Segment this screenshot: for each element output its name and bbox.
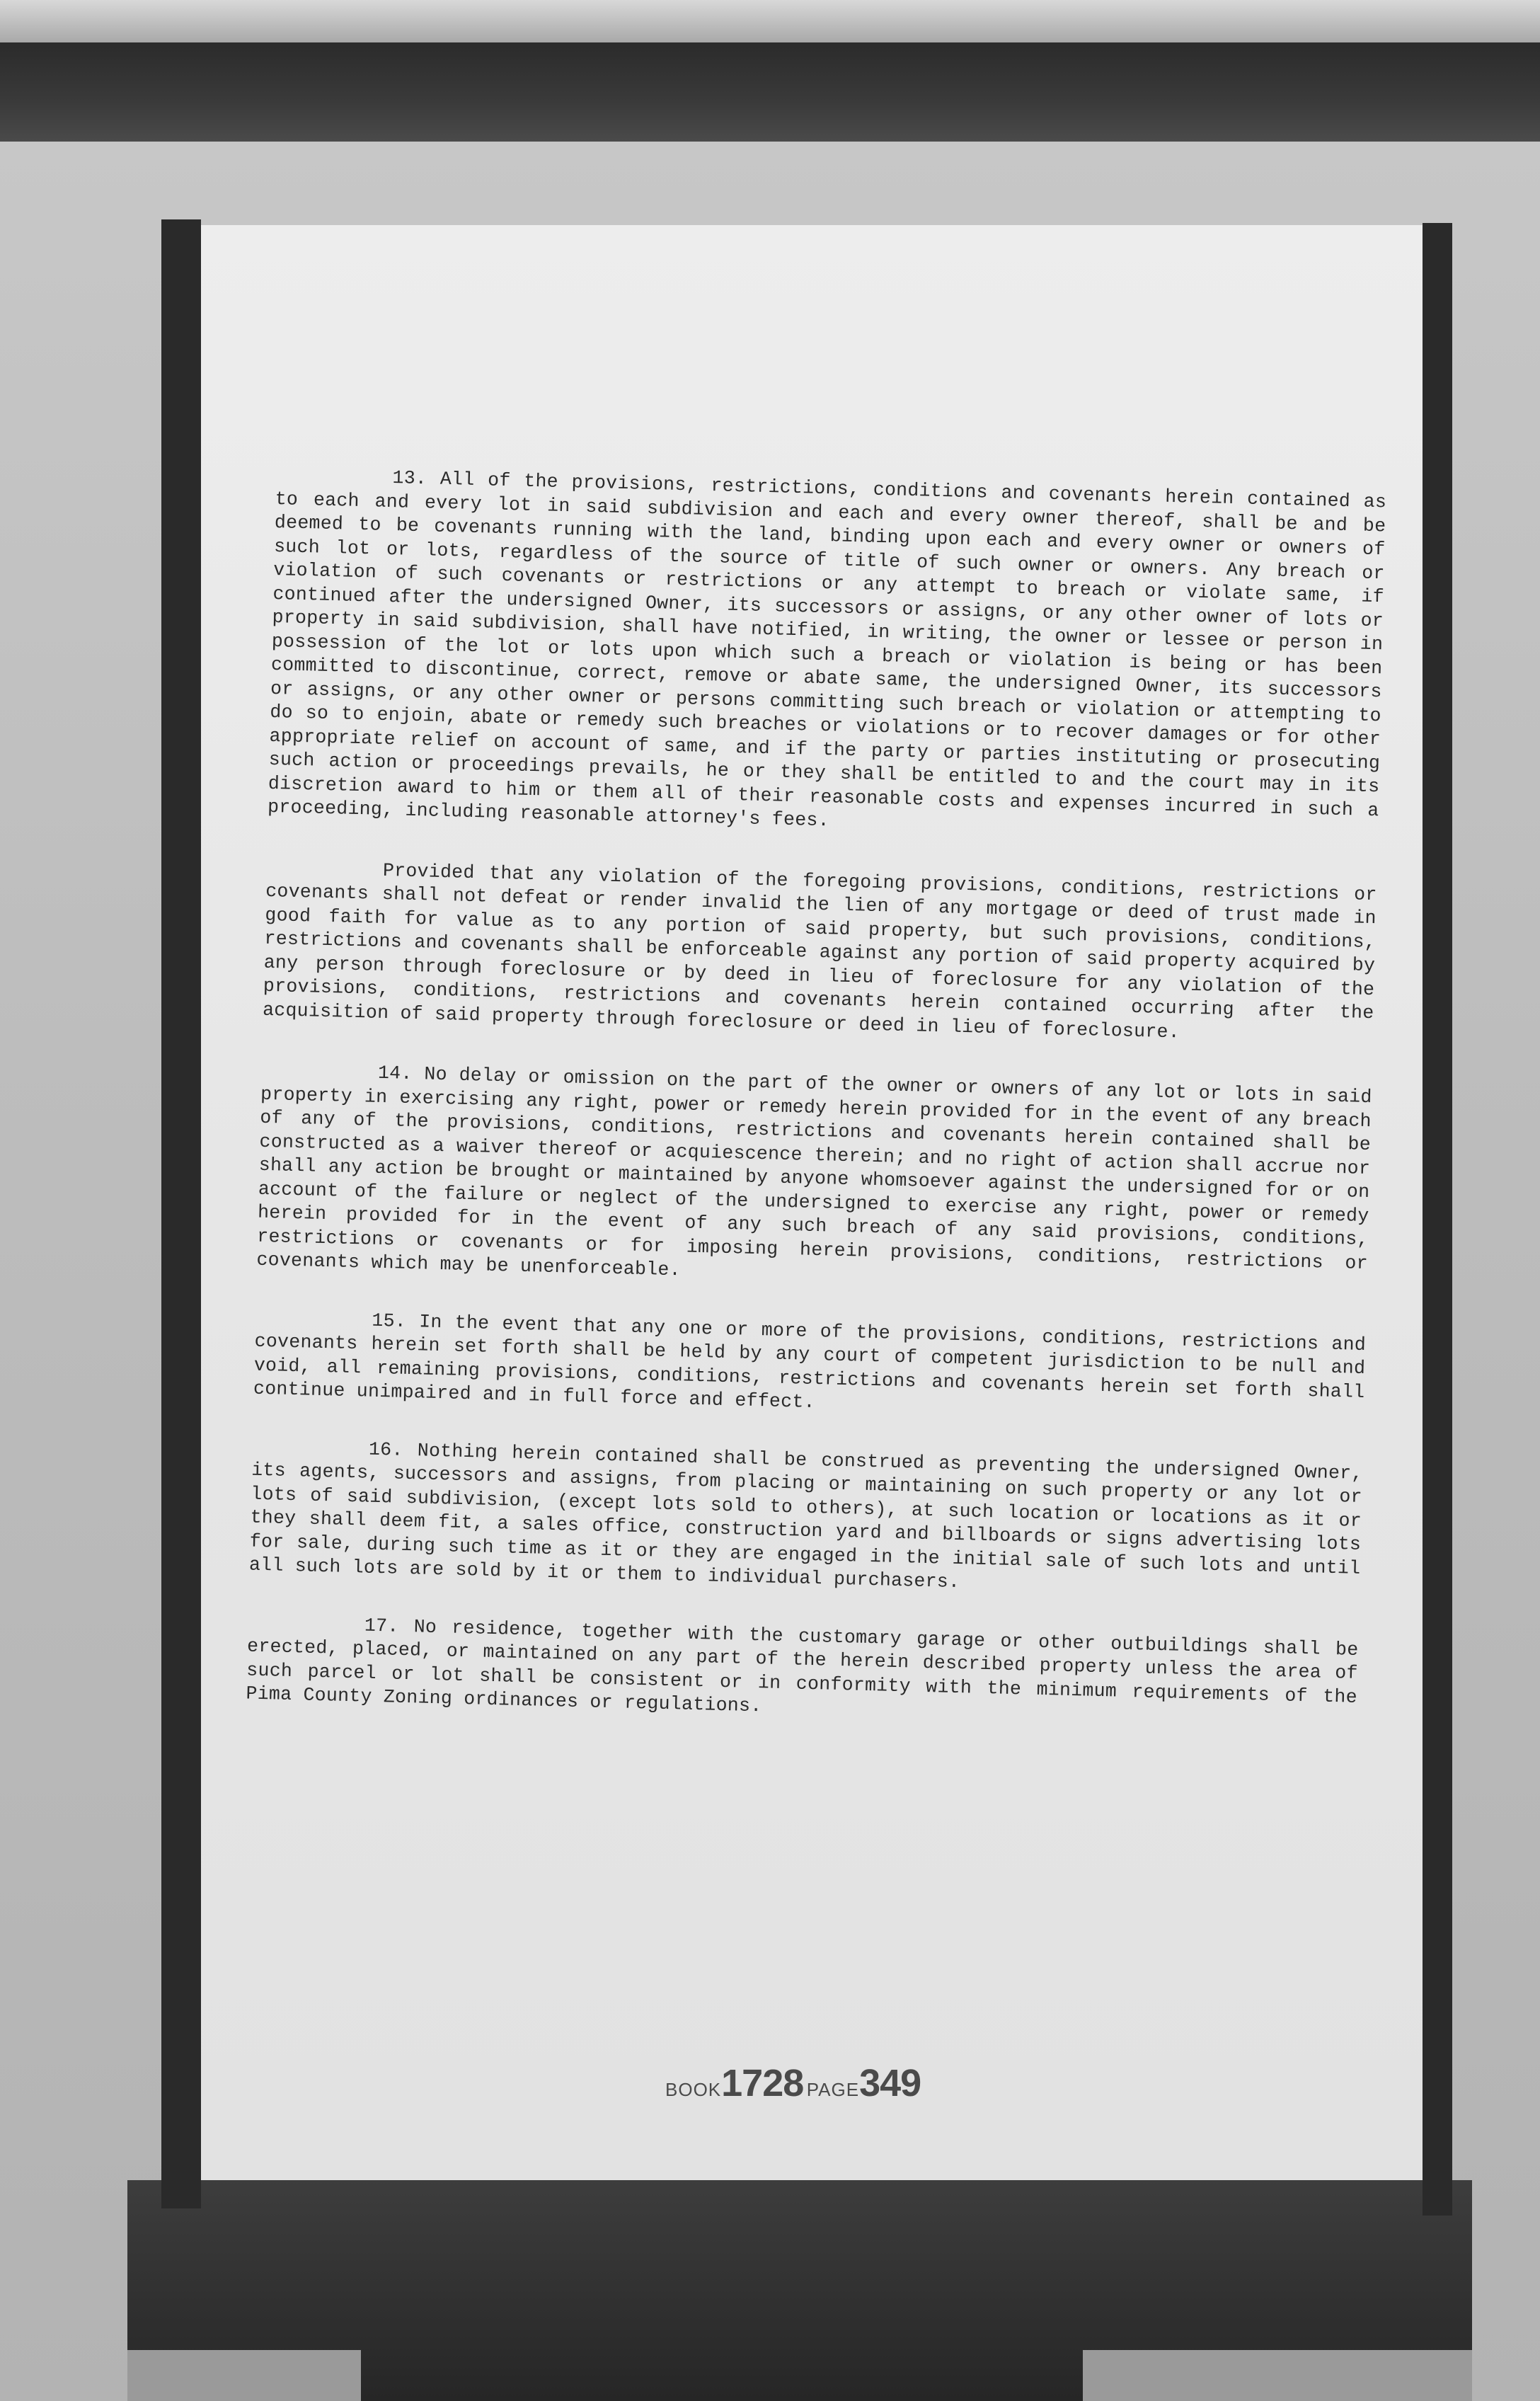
film-top-band [0, 42, 1540, 142]
scan-top-edge [0, 0, 1540, 42]
film-bottom-gap-left [127, 2350, 361, 2401]
page-label: PAGE [806, 2079, 860, 2100]
paragraph-14: 14. No delay or omission on the part of the owner or owners of any lot or lots in said property in exercising any right, power or remedy herein provided for in the event of any breach of any of the provisions, conditions, restrictions and covenants herein contained shall be constructed as a waiver thereof or acquiescence therein; and no right of action shall accrue nor shall any action be brought or maintained by anyone whomsoever against the undersigned for or on account of the failure or neglect of the undersigned to exercise any right, power or remedy herein provided for in the event of any such breach of any said provisions, conditions, restrictions or covenants or for imposing herein provisions, conditions, restrictions or covenants which may be unenforceable. [256, 1062, 1372, 1281]
paragraph-17: 17. No residence, together with the customary garage or other outbuildings shall be erected, placed, or maintained on any part of the herein described property unless the area of such parcel or lot shall be consistent or in conformity with the minimum requirements of the Pima County Zoning ordinances or regulations. [246, 1615, 1359, 1717]
frame-right-border [1423, 223, 1452, 2216]
paragraph-15: 15. In the event that any one or more of the provisions, conditions, restrictions and covenants herein set forth shall be held by any court of competent jurisdiction to be null and void, all remaining provisions, conditions, restrictions and covenants herein set forth shall continue unimpaired and in full force and effect. [253, 1310, 1367, 1414]
page-number: 349 [859, 2062, 921, 2104]
book-number: 1728 [721, 2062, 804, 2104]
document-body [246, 464, 1386, 1733]
paragraph-13: 13. All of the provisions, restrictions, conditions and covenants herein contained as to each and every lot in said subdivision and each and every owner thereof, shall be and be deemed to be covenants running with the land, binding upon each and every owner or owners of such lot or lots, regardless of the source of title of such owner or owners. Any breach or violation of such covenants or restrictions or any attempt to breach or violate same, if continued after the undersigned Owner, its successors or assigns, or any other owner of lots or property in said subdivision, shall have notified, in writing, the owner or lessee or person in possession of the lot or lots upon which such a breach or violation is being or has been committed to discontinue, correct, remove or abate same, the undersigned Owner, its successors or assigns, or any other owner or persons committing such breach or violation or attempting to do so to enjoin, abate or remedy such breaches or violations or to recover damages or for other appropriate relief on account of same, and if the party or parties instituting or prosecuting such action or proceedings prevails, he or they shall be entitled to and the court may in its discretion award to him or them all of their reasonable costs and expenses incurred in such a proceeding, including reasonable attorney's fees. [267, 467, 1387, 832]
frame-left-border [161, 219, 201, 2208]
book-label: BOOK [665, 2079, 722, 2100]
book-page-stamp [665, 2061, 921, 2105]
film-bottom-gap-right [1083, 2350, 1472, 2401]
paragraph-proviso: Provided that any violation of the foregoing provisions, conditions, restrictions or covenants shall not defeat or render invalid the lien of any mortgage or deed of trust made in good faith for value as to any portion of said property, but such provisions, conditions, restrictions and covenants shall be enforceable against any portion of said property acquired by any person through foreclosure or by deed in lieu of foreclosure for any violation of the provisions, conditions, restrictions and covenants herein contained occurring after the acquisition of said property through foreclosure or deed in lieu of foreclosure. [262, 859, 1377, 1043]
paragraph-16: 16. Nothing herein contained shall be construed as preventing the undersigned Owner, its agents, successors and assigns, from placing or maintaining on such property or any lot or lots of said subdivision, (except lots sold to others), at such location or locations as it or they shall deem fit, a sales office, construction yard and billboards or signs advertising lots for sale, during such time as it or they are engaged in the initial sale of such lots and until all such lots are sold by it or them to individual purchasers. [248, 1438, 1363, 1593]
